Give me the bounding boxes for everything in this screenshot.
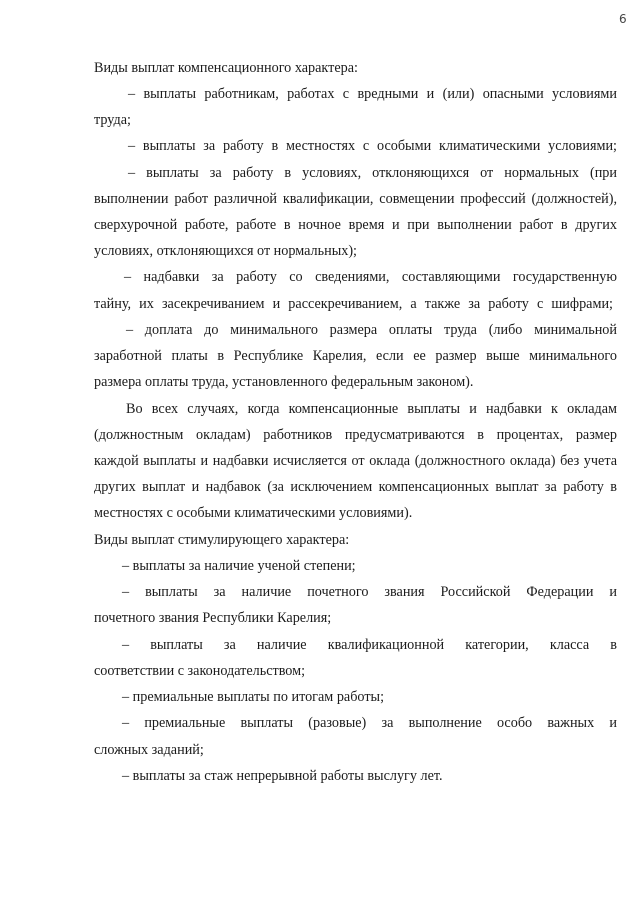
- heading-incentive-payments: Виды выплат стимулирующего характера:: [94, 532, 350, 548]
- list-item-line: условиях, отклоняющихся от нормальных);: [94, 243, 357, 259]
- paragraph-line: (должностным окладам) работников предусматриваются в процентах, размер: [94, 427, 617, 443]
- list-item-line: сложных заданий;: [94, 742, 204, 758]
- list-item-line: – премиальные выплаты (разовые) за выполнение особо важных и: [122, 715, 617, 731]
- paragraph-line: Во всех случаях, когда компенсационные выплаты и надбавки к окладам: [126, 401, 617, 417]
- paragraph-line: местностях с особыми климатическими условиями).: [94, 505, 413, 521]
- list-item-line: – выплаты за наличие почетного звания Российской Федерации и: [122, 584, 617, 600]
- paragraph-line: других выплат и надбавок (за исключением компенсационных выплат за работу в: [94, 479, 617, 495]
- heading-compensation-payments: Виды выплат компенсационного характера:: [94, 60, 358, 76]
- list-item-line: – выплаты за работу в условиях, отклоняющихся от нормальных (при: [128, 165, 617, 181]
- list-item-line: – премиальные выплаты по итогам работы;: [122, 689, 385, 705]
- list-item-line: тайну, их засекречиванием и рассекречиванием, а также за работу с шифрами;: [94, 296, 613, 312]
- list-item-line: почетного звания Республики Карелия;: [94, 610, 332, 626]
- list-item-line: выполнении работ различной квалификации, совмещении профессий (должностей),: [94, 191, 617, 207]
- paragraph-line: каждой выплаты и надбавки исчисляется от оклада (должностного оклада) без учета: [94, 453, 617, 469]
- list-item-line: – выплаты за стаж непрерывной работы выслугу лет.: [122, 768, 443, 784]
- page-corner-mark: 6: [619, 12, 627, 26]
- list-item-line: труда;: [94, 112, 131, 128]
- list-item-line: размера оплаты труда, установленного федеральным законом).: [94, 374, 474, 390]
- list-item-line: – надбавки за работу со сведениями, составляющими государственную: [124, 269, 617, 285]
- list-item-line: сверхурочной работе, работе в ночное время и при выполнении работ в других: [94, 217, 617, 233]
- list-item-line: – выплаты за наличие квалификационной категории, класса в: [122, 637, 617, 653]
- list-item-line: – выплаты работникам, работах с вредными и (или) опасными условиями: [128, 86, 617, 102]
- list-item-line: – доплата до минимального размера оплаты труда (либо минимальной: [126, 322, 617, 338]
- list-item-line: – выплаты за наличие ученой степени;: [122, 558, 356, 574]
- list-item-line: – выплаты за работу в местностях с особыми климатическими условиями;: [128, 138, 617, 154]
- list-item-line: соответствии с законодательством;: [94, 663, 306, 679]
- list-item-line: заработной платы в Республике Карелия, если ее размер выше минимального: [94, 348, 617, 364]
